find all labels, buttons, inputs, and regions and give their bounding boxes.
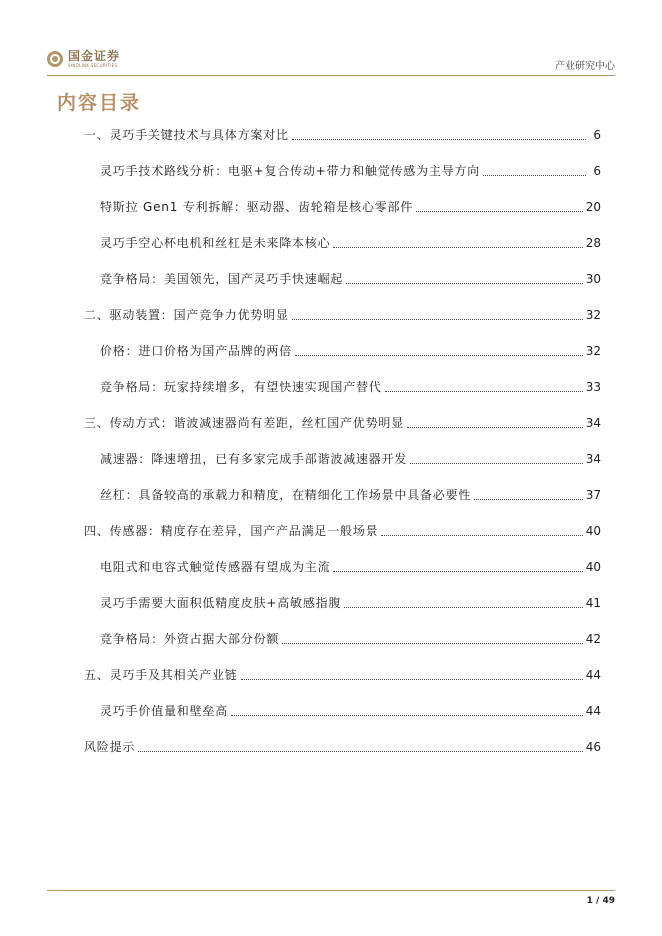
toc-entry[interactable] xyxy=(100,630,601,647)
footer-divider xyxy=(47,890,615,891)
toc-leader-dots xyxy=(295,354,583,356)
toc-entry-title[interactable]: 竞争格局：外资占据大部分份额 xyxy=(100,632,280,646)
page-number: 1 / 49 xyxy=(586,896,615,906)
toc-entry-page[interactable]: 30 xyxy=(585,272,601,286)
toc-leader-dots xyxy=(241,678,583,680)
toc-leader-dots xyxy=(231,714,583,716)
toc-entry[interactable] xyxy=(84,306,601,323)
toc-entry-title[interactable]: 四、传感器：精度存在差异，国产产品满足一般场景 xyxy=(84,524,379,538)
header-divider xyxy=(47,75,615,76)
toc-entry-page[interactable]: 37 xyxy=(585,488,601,502)
toc-entry-title[interactable]: 竞争格局：美国领先，国产灵巧手快速崛起 xyxy=(100,272,344,286)
toc-entry-title[interactable]: 竞争格局：玩家持续增多，有望快速实现国产替代 xyxy=(100,380,382,394)
toc-entry-page[interactable]: 32 xyxy=(585,344,601,358)
toc-entry-title[interactable]: 特斯拉 Gen1 专利拆解：驱动器、齿轮箱是核心零部件 xyxy=(100,200,414,214)
toc-entry[interactable] xyxy=(100,450,601,467)
toc-entry-title[interactable]: 灵巧手技术路线分析：电驱+复合传动+带力和触觉传感为主导方向 xyxy=(100,164,481,178)
toc-entry-page[interactable]: 6 xyxy=(593,128,601,142)
toc-entry[interactable] xyxy=(100,594,601,611)
toc-entry-title[interactable]: 电阻式和电容式触觉传感器有望成为主流 xyxy=(100,560,331,574)
toc-entry[interactable] xyxy=(100,378,601,395)
toc-entry-page[interactable]: 42 xyxy=(585,632,601,646)
toc-entry[interactable] xyxy=(84,738,601,755)
toc-leader-dots xyxy=(474,498,583,500)
toc-entry-title[interactable]: 丝杠：具备较高的承载力和精度，在精细化工作场景中具备必要性 xyxy=(100,488,472,502)
toc-leader-dots xyxy=(333,570,582,572)
toc-leader-dots xyxy=(407,426,583,428)
toc-entry-page[interactable]: 40 xyxy=(585,524,601,538)
toc-leader-dots xyxy=(344,606,582,608)
toc-leader-dots xyxy=(410,462,583,464)
logo-icon xyxy=(47,51,63,67)
toc-leader-dots xyxy=(138,750,583,752)
toc-entry[interactable] xyxy=(100,234,601,251)
toc-entry-page[interactable]: 20 xyxy=(585,200,601,214)
toc-entry-page[interactable]: 6 xyxy=(593,164,601,178)
toc-leader-dots xyxy=(483,174,586,176)
toc-entry[interactable] xyxy=(100,558,601,575)
toc-entry[interactable] xyxy=(100,270,601,287)
toc-entry-title[interactable]: 灵巧手价值量和壁垒高 xyxy=(100,704,229,718)
toc-entry-title[interactable]: 三、传动方式：谐波减速器尚有差距，丝杠国产优势明显 xyxy=(84,416,405,430)
toc-entry-page[interactable]: 34 xyxy=(585,452,601,466)
toc-leader-dots xyxy=(416,210,583,212)
toc-entry-title[interactable]: 五、灵巧手及其相关产业链 xyxy=(84,668,238,682)
toc-leader-dots xyxy=(292,138,586,140)
toc-entry[interactable] xyxy=(84,522,601,539)
toc-entry[interactable] xyxy=(100,702,601,719)
logo-chinese-name: 国金证券 xyxy=(68,49,121,63)
toc-entry[interactable] xyxy=(100,486,601,503)
toc-entry-page[interactable]: 40 xyxy=(585,560,601,574)
toc-entry[interactable] xyxy=(100,162,601,179)
toc-entry-page[interactable]: 44 xyxy=(585,704,601,718)
toc-entry-page[interactable]: 34 xyxy=(585,416,601,430)
toc-leader-dots xyxy=(385,390,583,392)
toc-entry-page[interactable]: 33 xyxy=(585,380,601,394)
toc-entry-page[interactable]: 28 xyxy=(585,236,601,250)
toc-entry[interactable] xyxy=(100,198,601,215)
toc-entry-title[interactable]: 减速器：降速增扭，已有多家完成手部谐波减速器开发 xyxy=(100,452,408,466)
toc-leader-dots xyxy=(381,534,582,536)
toc-entry[interactable] xyxy=(84,666,601,683)
toc-entry-title[interactable]: 二、驱动装置：国产竞争力优势明显 xyxy=(84,308,289,322)
department-label: 产业研究中心 xyxy=(555,61,615,72)
toc-leader-dots xyxy=(282,642,583,644)
toc-entry-page[interactable]: 41 xyxy=(585,596,601,610)
toc-leader-dots xyxy=(292,318,583,320)
toc-entry-page[interactable]: 46 xyxy=(585,740,601,754)
toc-entry-page[interactable]: 32 xyxy=(585,308,601,322)
page-header xyxy=(0,0,662,80)
logo-english-name: SINOLINK SECURITIES xyxy=(68,63,118,68)
toc-entry-title[interactable]: 灵巧手需要大面积低精度皮肤+高敏感指腹 xyxy=(100,596,342,610)
toc-entry-page[interactable]: 44 xyxy=(585,668,601,682)
company-logo xyxy=(47,50,120,68)
toc-leader-dots xyxy=(346,282,583,284)
toc-title: 内容目录 xyxy=(57,92,142,114)
toc-leader-dots xyxy=(333,246,582,248)
toc-entry[interactable] xyxy=(100,342,601,359)
toc-entry-title[interactable]: 风险提示 xyxy=(84,740,136,754)
toc-entry[interactable] xyxy=(84,126,601,143)
toc-entry-title[interactable]: 一、灵巧手关键技术与具体方案对比 xyxy=(84,128,289,142)
toc-entry[interactable] xyxy=(84,414,601,431)
toc-entry-title[interactable]: 灵巧手空心杯电机和丝杠是未来降本核心 xyxy=(100,236,331,250)
toc-entry-title[interactable]: 价格：进口价格为国产品牌的两倍 xyxy=(100,344,293,358)
